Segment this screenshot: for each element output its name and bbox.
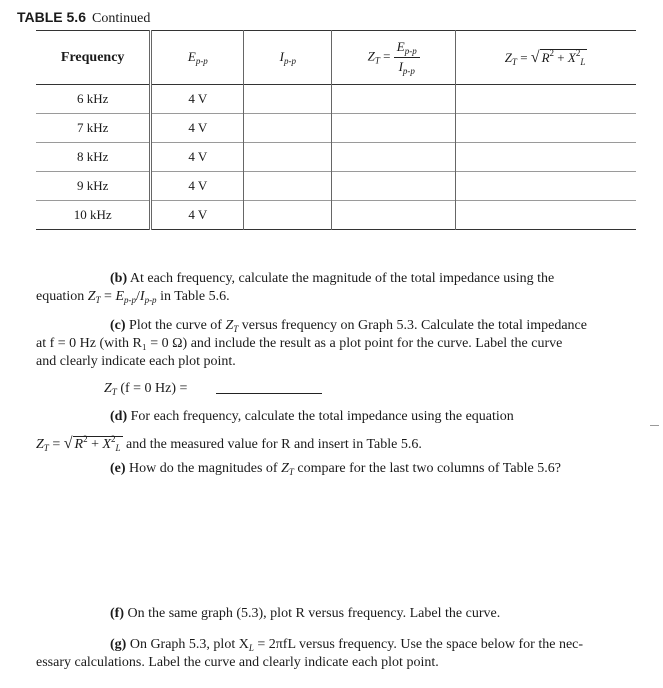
cell-epp: 4 V [151,114,244,143]
cell-epp: 4 V [151,172,244,201]
cell-zt-ratio[interactable] [332,85,456,114]
cell-zt-sqrt[interactable] [456,114,636,143]
cell-frequency: 9 kHz [36,172,151,201]
cell-zt-ratio[interactable] [332,172,456,201]
table-row [36,114,636,143]
para-c-line2: at f = 0 Hz (with R₁ = 0 Ω) and include the result as a plot point for the curve. Label the curve [36,336,563,351]
para-d-line1: (d) For each frequency, calculate the total impedance using the equation [110,409,514,424]
para-b-line1: (b) At each frequency, calculate the magnitude of the total impedance using the [110,271,555,286]
header-frequency: Frequency [36,31,151,85]
para-e-line1: (e) How do the magnitudes of $Z_T$ compare for the last two columns of Table 5.6? [110,461,561,477]
para-g-line2: essary calculations. Label the curve and clearly indicate each plot point. [36,655,439,670]
zt-zero-answer-blank[interactable] [216,393,322,394]
table-row [36,85,636,114]
cell-ipp[interactable] [244,143,332,172]
para-d-line2: $Z_T$ = √ $R^2 + X^2_L$ and the measured value for R and insert in Table 5.6. [36,434,422,453]
cell-epp: 4 V [151,143,244,172]
margin-mark [650,425,659,426]
table-caption [17,9,150,27]
header-ipp: $I_{p-p}$ [244,31,332,85]
table-continued: Continued [91,11,151,26]
header-zt-ratio: $Z_T$ = $\frac{E_{p-p}}{I_{p-p}}$ [332,31,456,85]
table-row [36,201,636,230]
cell-zt-ratio[interactable] [332,143,456,172]
ratio-fraction: $\frac{E_{p-p}}{I_{p-p}}$ [394,39,420,76]
cell-zt-sqrt[interactable] [456,201,636,230]
cell-ipp[interactable] [244,201,332,230]
cell-ipp[interactable] [244,85,332,114]
table-number: TABLE 5.6 [17,9,86,25]
para-c-line3: and clearly indicate each plot point. [36,354,236,369]
cell-zt-sqrt[interactable] [456,143,636,172]
impedance-table [36,30,636,230]
cell-frequency: 6 kHz [36,85,151,114]
header-zt-sqrt: $Z_T$ = √ $R^2 + X^2_L$ [504,48,586,67]
cell-zt-sqrt[interactable] [456,172,636,201]
cell-zt-sqrt[interactable] [456,85,636,114]
cell-frequency: 7 kHz [36,114,151,143]
zt-zero-answer-label: $Z_T$ (f = 0 Hz) = [104,381,188,397]
cell-epp: 4 V [151,85,244,114]
cell-zt-ratio[interactable] [332,114,456,143]
cell-epp: 4 V [151,201,244,230]
table-header-row [36,31,636,85]
para-c-line1: (c) Plot the curve of $Z_T$ versus frequency on Graph 5.3. Calculate the total impedance [110,318,587,334]
para-f-line1: (f) On the same graph (5.3), plot R versus frequency. Label the curve. [110,606,501,621]
para-b-line2: equation $Z_T = E_{p-p}/I_{p-p}$ in Table 5.6. [36,289,230,305]
table-row [36,172,636,201]
sqrt-symbol: √ [530,49,540,66]
para-g-line1: (g) On Graph 5.3, plot $X_L = 2\pi fL$ versus frequency. Use the space below for the nec- [110,637,584,653]
cell-ipp[interactable] [244,172,332,201]
header-epp: $E_{p-p}$ [151,31,244,85]
cell-frequency: 8 kHz [36,143,151,172]
table-row [36,143,636,172]
cell-zt-ratio[interactable] [332,201,456,230]
cell-ipp[interactable] [244,114,332,143]
cell-frequency: 10 kHz [36,201,151,230]
